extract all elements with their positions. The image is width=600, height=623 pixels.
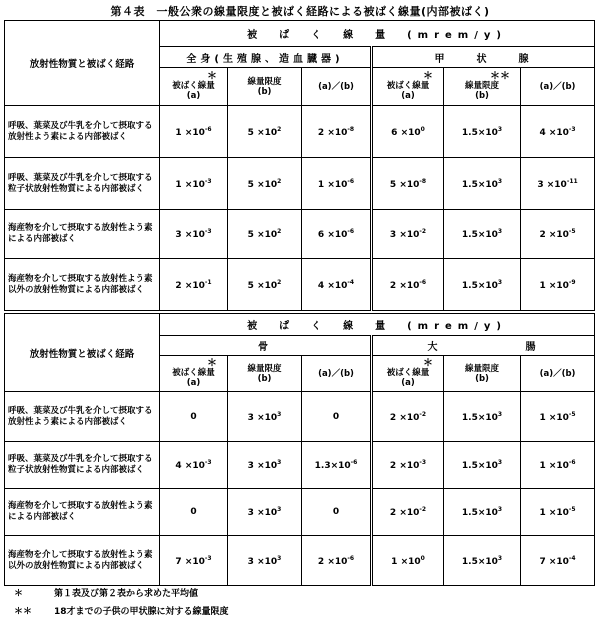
value-exponent: -6 — [204, 125, 212, 133]
value-mantissa: 1.3×10 — [314, 461, 351, 471]
value-mantissa: 5 ×10 — [247, 127, 278, 138]
value-mantissa: 7 ×10 — [539, 556, 569, 567]
col-limit-b: 線量限度 (b) — [444, 356, 521, 392]
value-exponent: 0 — [420, 125, 425, 133]
value-mantissa: 5 ×10 — [389, 179, 420, 190]
table-row — [5, 442, 595, 489]
value-mantissa: 3 ×10 — [247, 556, 278, 567]
value-exponent: 2 — [277, 125, 282, 133]
dose-table-2 — [4, 313, 595, 586]
organ-header-bone: 骨 — [160, 336, 372, 356]
value-exponent: 3 — [497, 459, 503, 466]
value-mantissa: 4 ×10 — [175, 461, 205, 471]
value-mantissa: 1 ×10 — [539, 508, 569, 518]
value-cell — [521, 158, 595, 210]
value-cell — [302, 259, 372, 311]
value-cell — [444, 259, 521, 311]
value-mantissa: 1.5×10 — [461, 179, 498, 190]
value-cell — [372, 442, 444, 489]
value-cell — [521, 489, 595, 536]
exposure-header: 被 ぱ く 線 量 (mrem/y) — [160, 21, 595, 47]
value-cell — [372, 489, 444, 536]
value-cell — [228, 392, 302, 442]
value-mantissa: 5 ×10 — [247, 280, 278, 291]
value-mantissa: 5 ×10 — [247, 179, 278, 190]
value-exponent: -4 — [568, 554, 576, 562]
value-mantissa: 6 ×10 — [317, 230, 348, 240]
value-cell — [228, 489, 302, 536]
value-exponent: 3 — [497, 278, 503, 286]
value-cell — [521, 106, 595, 158]
organ-header-thyroid: 甲 状 腺 — [372, 47, 595, 68]
value-exponent: -3 — [204, 554, 212, 562]
value-cell — [372, 158, 444, 210]
route-label: 海産物を介して摂取する放射性よう素以外の放射性物質による内部被ばく — [5, 536, 160, 586]
value-mantissa: 7 ×10 — [175, 556, 205, 567]
col-dose-a: ＊ 被ばく線量 (a) — [160, 356, 228, 392]
value-cell — [444, 392, 521, 442]
value-mantissa: 2 ×10 — [317, 556, 348, 567]
value-mantissa: 3 ×10 — [247, 412, 278, 423]
footnote — [14, 586, 198, 599]
value-exponent: -5 — [568, 228, 576, 235]
value-mantissa: 1.5×10 — [461, 127, 498, 138]
value-cell — [302, 210, 372, 259]
value-exponent: 3 — [497, 228, 503, 235]
value-exponent: 3 — [277, 554, 282, 562]
value-exponent: -3 — [568, 125, 576, 133]
value-exponent: -8 — [419, 177, 427, 185]
value-exponent: 2 — [277, 278, 282, 286]
table-row — [5, 536, 595, 586]
value-cell — [521, 392, 595, 442]
value-mantissa: 2 ×10 — [539, 230, 569, 240]
col-ratio: (a)／(b) — [302, 68, 372, 106]
row-header: 放射性物質と被ばく経路 — [5, 314, 160, 392]
route-label: 呼吸、葉菜及び牛乳を介して摂取する粒子状放射性物質による内部被ばく — [5, 158, 160, 210]
value-exponent: 3 — [497, 410, 503, 418]
value-cell — [372, 392, 444, 442]
value-mantissa: 0 — [332, 507, 340, 517]
value-cell — [228, 259, 302, 311]
value-exponent: -1 — [204, 278, 212, 286]
value-exponent: -3 — [204, 177, 212, 185]
value-mantissa: 1.5×10 — [461, 280, 498, 291]
value-mantissa: 0 — [190, 507, 197, 517]
value-exponent: -8 — [347, 125, 355, 133]
value-cell — [302, 489, 372, 536]
value-mantissa: 1 ×10 — [539, 280, 569, 291]
route-label: 海産物を介して摂取する放射性よう素による内部被ばく — [5, 210, 160, 259]
value-exponent: -5 — [568, 410, 576, 418]
col-ratio: (a)／(b) — [521, 68, 595, 106]
value-mantissa: 1.5×10 — [461, 230, 498, 240]
footnote-mark: ＊＊ — [14, 607, 33, 617]
value-cell — [302, 392, 372, 442]
value-exponent: 3 — [277, 410, 282, 418]
value-cell — [160, 536, 228, 586]
value-cell — [372, 210, 444, 259]
value-cell — [160, 442, 228, 489]
value-exponent: 3 — [277, 459, 282, 466]
value-cell — [372, 259, 444, 311]
value-exponent: -9 — [568, 278, 576, 286]
value-mantissa: 5 ×10 — [247, 230, 278, 240]
value-mantissa: 2 ×10 — [389, 461, 420, 471]
col-limit-b: 線量限度 (b) — [228, 356, 302, 392]
value-exponent: 3 — [497, 125, 503, 133]
value-mantissa: 1.5×10 — [461, 556, 498, 567]
value-exponent: -6 — [347, 554, 355, 562]
value-cell — [444, 106, 521, 158]
value-mantissa: 1.5×10 — [461, 412, 498, 423]
value-cell — [444, 536, 521, 586]
value-exponent: 3 — [497, 554, 503, 562]
route-label: 海産物を介して摂取する放射性よう素以外の放射性物質による内部被ばく — [5, 259, 160, 311]
value-mantissa: 2 ×10 — [389, 412, 420, 423]
value-cell — [160, 106, 228, 158]
value-mantissa: 3 ×10 — [389, 230, 420, 240]
value-exponent: -11 — [566, 177, 578, 185]
col-dose-a: ＊ 被ばく線量 (a) — [372, 68, 444, 106]
route-label: 呼吸、葉菜及び牛乳を介して摂取する放射性よう素による内部被ばく — [5, 392, 160, 442]
table-row — [5, 210, 595, 259]
table-row — [5, 259, 595, 311]
value-cell — [372, 106, 444, 158]
col-limit-b: ＊＊ 線量限度 (b) — [444, 68, 521, 106]
value-cell — [160, 210, 228, 259]
value-cell — [444, 210, 521, 259]
table-row — [5, 392, 595, 442]
col-dose-a: ＊ 被ばく線量 (a) — [160, 68, 228, 106]
col-dose-a: ＊ 被ばく線量 (a) — [372, 356, 444, 392]
value-mantissa: 2 ×10 — [389, 280, 420, 291]
value-exponent: -5 — [568, 506, 576, 513]
value-mantissa: 1 ×10 — [391, 556, 421, 567]
table-row — [5, 106, 595, 158]
value-mantissa: 4 ×10 — [539, 127, 569, 138]
organ-header-whole-body: 全身(生殖腺、造血臓器) — [160, 47, 372, 68]
value-exponent: 0 — [420, 554, 425, 562]
value-exponent: -3 — [204, 228, 212, 235]
value-exponent: -6 — [419, 278, 427, 286]
value-mantissa: 0 — [190, 411, 197, 422]
value-cell — [302, 106, 372, 158]
value-mantissa: 2 ×10 — [389, 508, 420, 518]
value-cell — [160, 158, 228, 210]
value-mantissa: 3 ×10 — [247, 461, 278, 471]
value-exponent: -4 — [347, 278, 355, 286]
value-cell — [160, 392, 228, 442]
footnote-text: 18才までの子供の甲状腺に対する線量限度 — [54, 607, 229, 617]
value-exponent: -2 — [419, 410, 427, 418]
footnote-text: 第１表及び第２表から求めた平均値 — [54, 589, 199, 599]
value-cell — [444, 442, 521, 489]
value-cell — [302, 442, 372, 489]
value-mantissa: 2 ×10 — [317, 127, 348, 138]
value-cell — [444, 158, 521, 210]
value-mantissa: 1 ×10 — [317, 179, 348, 190]
value-mantissa: 3 ×10 — [247, 508, 278, 518]
value-mantissa: 1 ×10 — [175, 127, 205, 138]
value-mantissa: 1.5×10 — [461, 508, 498, 518]
value-cell — [521, 442, 595, 489]
value-cell — [444, 489, 521, 536]
value-exponent: 3 — [497, 177, 503, 185]
route-label: 呼吸、葉菜及び牛乳を介して摂取する粒子状放射性物質による内部被ばく — [5, 442, 160, 489]
value-mantissa: 0 — [332, 411, 340, 422]
route-label: 呼吸、葉菜及び牛乳を介して摂取する放射性よう素による内部被ばく — [5, 106, 160, 158]
value-exponent: -6 — [347, 228, 355, 235]
table-row — [5, 489, 595, 536]
value-exponent: -6 — [347, 177, 355, 185]
value-exponent: -6 — [568, 459, 576, 466]
footnote — [14, 604, 229, 617]
col-ratio: (a)／(b) — [521, 356, 595, 392]
value-mantissa: 1 ×10 — [175, 179, 205, 190]
value-exponent: 3 — [277, 506, 282, 513]
value-mantissa: 1 ×10 — [539, 461, 569, 471]
value-mantissa: 3 ×10 — [175, 230, 205, 240]
value-exponent: -3 — [204, 459, 212, 466]
value-cell — [521, 259, 595, 311]
value-exponent: -2 — [419, 228, 427, 235]
value-cell — [160, 489, 228, 536]
col-limit-b: 線量限度 (b) — [228, 68, 302, 106]
value-cell — [228, 442, 302, 489]
value-cell — [521, 536, 595, 586]
value-cell — [372, 536, 444, 586]
value-cell — [228, 210, 302, 259]
value-exponent: -3 — [419, 459, 427, 466]
value-mantissa: 3 ×10 — [537, 179, 567, 190]
value-exponent: -6 — [350, 459, 358, 466]
value-cell — [302, 536, 372, 586]
value-mantissa: 4 ×10 — [317, 280, 348, 291]
table-row — [5, 158, 595, 210]
value-mantissa: 2 ×10 — [175, 280, 205, 291]
value-cell — [228, 106, 302, 158]
value-exponent: 2 — [277, 228, 282, 235]
route-label: 海産物を介して摂取する放射性よう素による内部被ばく — [5, 489, 160, 536]
table-title: 第４表 一般公衆の線量限度と被ばく経路による被ばく線量(内部被ばく) — [110, 5, 490, 18]
value-cell — [228, 158, 302, 210]
value-cell — [228, 536, 302, 586]
col-ratio: (a)／(b) — [302, 356, 372, 392]
exposure-header: 被 ぱ く 線 量 (mrem/y) — [160, 314, 595, 336]
value-exponent: 2 — [277, 177, 282, 185]
value-exponent: 3 — [497, 506, 503, 513]
value-cell — [302, 158, 372, 210]
value-mantissa: 1 ×10 — [539, 412, 569, 423]
dose-table-1 — [4, 20, 595, 311]
value-cell — [160, 259, 228, 311]
value-exponent: -2 — [419, 506, 427, 513]
value-cell — [521, 210, 595, 259]
value-mantissa: 6 ×10 — [391, 127, 421, 138]
footnote-mark: ＊ — [14, 589, 24, 599]
value-mantissa: 1.5×10 — [461, 461, 498, 471]
organ-header-large-intestine: 大 腸 — [372, 336, 595, 356]
row-header: 放射性物質と被ばく経路 — [5, 21, 160, 106]
